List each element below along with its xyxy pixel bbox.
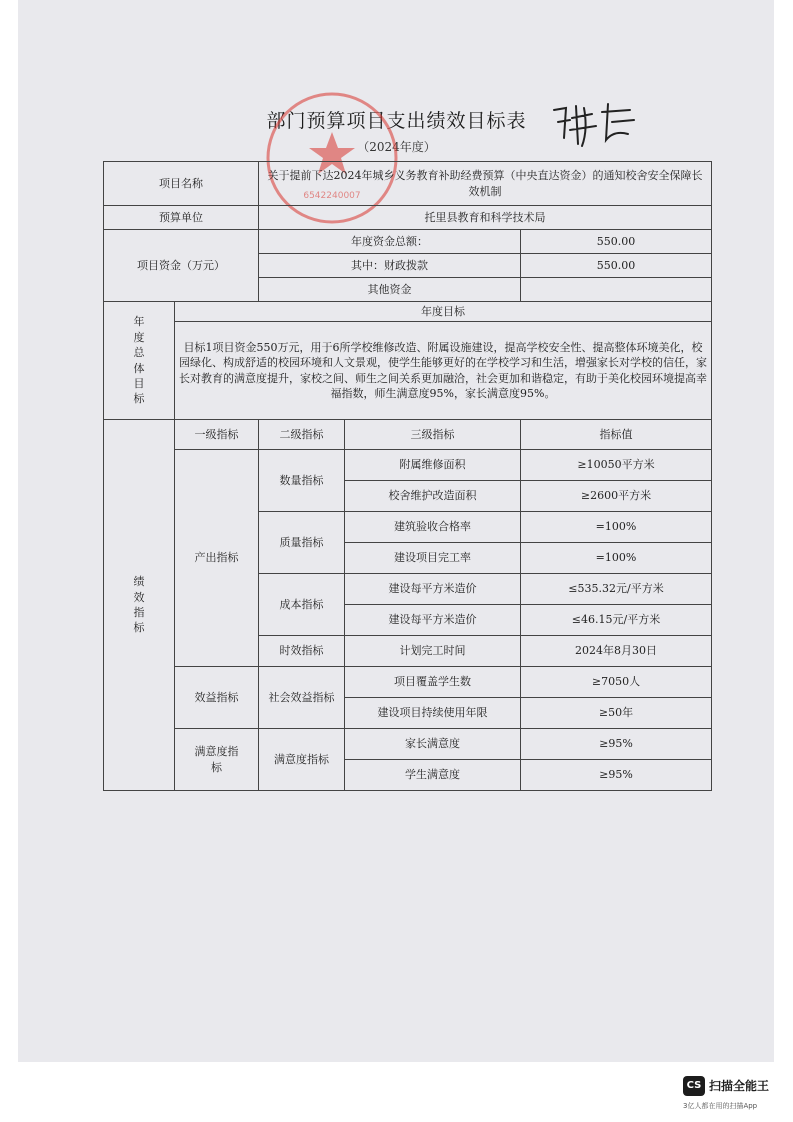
header-value: 指标值	[521, 420, 712, 450]
fund-other-label: 其他资金	[259, 278, 521, 302]
value-cell: =100%	[521, 512, 712, 543]
level3-cell: 建设每平方米造价	[345, 605, 521, 636]
project-name-label: 项目名称	[104, 162, 259, 206]
table-row	[104, 322, 712, 420]
value-cell: ≤46.15元/平方米	[521, 605, 712, 636]
level3-cell: 建设项目完工率	[345, 543, 521, 574]
table-row	[104, 729, 712, 760]
table-row	[104, 230, 712, 254]
performance-goal-table	[103, 161, 712, 791]
value-cell: ≥95%	[521, 729, 712, 760]
value-cell: 2024年8月30日	[521, 636, 712, 667]
table-row	[104, 206, 712, 230]
app-name: 扫描全能王	[709, 1079, 770, 1093]
project-name-value: 关于提前下达2024年城乡义务教育补助经费预算（中央直达资金）的通知校舍安全保障长效机制	[259, 162, 712, 206]
annual-goal-text: 目标1项目资金550万元，用于6所学校维修改造、附属设施建设，提高学校安全性、提高整体环境美化，校园绿化、构成舒适的校园环境和人文景观，使学生能够更好的在学校学习和生活，增强家长对学校的信任，家长对教育的满意度提升，家校之间、师生之间关系更加融洽，社会更加和谐稳定，有助于美化校园环境提高幸福指数，师生满意度95%，家长满意度95%。	[175, 322, 712, 420]
annual-goal-header: 年度目标	[175, 302, 712, 322]
table-row	[104, 162, 712, 206]
level2-cost: 成本指标	[259, 574, 345, 636]
level3-cell: 家长满意度	[345, 729, 521, 760]
svg-text:6542240007: 6542240007	[303, 191, 361, 201]
budget-unit-value: 托里县教育和科学技术局	[259, 206, 712, 230]
value-cell: ≥7050人	[521, 667, 712, 698]
table-row	[104, 667, 712, 698]
cs-logo-icon: CS	[683, 1076, 705, 1096]
funds-label: 项目资金（万元）	[104, 230, 259, 302]
level3-cell: 学生满意度	[345, 760, 521, 791]
header-level2: 二级指标	[259, 420, 345, 450]
level3-cell: 校舍维护改造面积	[345, 481, 521, 512]
value-cell: ≥2600平方米	[521, 481, 712, 512]
level2-social-benefit: 社会效益指标	[259, 667, 345, 729]
app-slogan: 3亿人都在用的扫描App	[683, 1102, 758, 1110]
table-row	[104, 302, 712, 322]
value-cell: ≤535.32元/平方米	[521, 574, 712, 605]
fund-other-value	[521, 278, 712, 302]
table-row	[104, 420, 712, 450]
fund-total-label: 年度资金总额：	[259, 230, 521, 254]
level2-quantity: 数量指标	[259, 450, 345, 512]
level2-quality: 质量指标	[259, 512, 345, 574]
header-level1: 一级指标	[175, 420, 259, 450]
fund-fiscal-value: 550.00	[521, 254, 712, 278]
value-cell: ≥10050平方米	[521, 450, 712, 481]
document-title: 部门预算项目支出绩效目标表	[266, 110, 527, 132]
annual-goal-side-label: 年度总体目标	[104, 302, 175, 420]
header-level3: 三级指标	[345, 420, 521, 450]
level2-timeliness: 时效指标	[259, 636, 345, 667]
value-cell: ≥50年	[521, 698, 712, 729]
level3-cell: 项目覆盖学生数	[345, 667, 521, 698]
level2-satisfaction: 满意度指标	[259, 729, 345, 791]
level1-output: 产出指标	[175, 450, 259, 667]
document-year: （2024年度）	[357, 140, 436, 154]
value-cell: =100%	[521, 543, 712, 574]
handwritten-signature	[548, 100, 638, 150]
level1-satisfaction: 满意度指标	[175, 729, 259, 791]
level3-cell: 附属维修面积	[345, 450, 521, 481]
table-row	[104, 450, 712, 481]
level3-cell: 建设项目持续使用年限	[345, 698, 521, 729]
value-cell: ≥95%	[521, 760, 712, 791]
level3-cell: 建筑验收合格率	[345, 512, 521, 543]
level1-benefit: 效益指标	[175, 667, 259, 729]
fund-fiscal-label: 其中：财政拨款	[259, 254, 521, 278]
fund-total-value: 550.00	[521, 230, 712, 254]
perf-side-label: 绩效指标	[104, 420, 175, 791]
level3-cell: 建设每平方米造价	[345, 574, 521, 605]
level3-cell: 计划完工时间	[345, 636, 521, 667]
scanner-app-watermark	[683, 1074, 783, 1114]
budget-unit-label: 预算单位	[104, 206, 259, 230]
